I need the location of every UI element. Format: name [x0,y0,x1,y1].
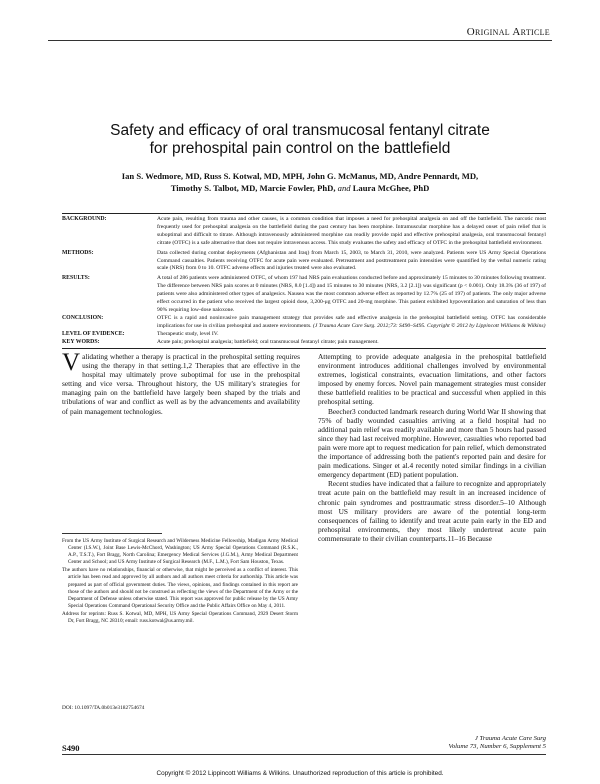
abstract-text: Therapeutic study, level IV. [157,330,219,337]
abstract-label: KEY WORDS: [62,338,100,345]
paragraph-text: alidating whether a therapy is practical in the prehospital setting requires using the therapy in that setting.1,2 Therapies that are effective in the hospital may ultimately prove suboptimal for use in the prehospital setting and vice versa. Throughout history, the US military's strategies for managing pain on the battlefield have largely been shaped by the trials and tribulations of war and conflict as well as by the advancements and availability of pain management technologies. [62,352,300,416]
abstract-text: Acute pain; prehospital analgesia; battlefield; oral transmucosal fentanyl citrate; pain management. [157,338,379,345]
conclusion-text: OTFC is a rapid and noninvasive pain management strategy that provides safe and effective analgesia in the prehospital battlefield setting. OTFC has considerable implications for use in civilian prehospital and austere environments. [157,314,546,329]
page-number: S490 [62,743,80,753]
article-title [40,122,560,158]
footnote-affiliation: From the US Army Institute of Surgical Research and Wilderness Medicine Fellowship, Madigan Army Medical Center (I.S.W.), Joint Base Lewis-McChord, Washington; US Army Special Operations Command (R.S.K., A.P., T.S.T.), Fort Bragg, North Carolina; Emergency Medical Services (J.G.M.), Army Medical Department Center and School; and US Army Institute of Surgical Research (M.F., L.M.), Fort Sam Houston, Texas. [62,538,298,566]
footer-rule [62,754,546,755]
body-paragraph [62,349,300,416]
authors-line-2b: Laura McGhee, PhD [352,183,430,193]
abstract-level [62,331,546,339]
abstract-label: BACKGROUND: [62,216,107,222]
journal-name: J Trauma Acute Care Surg [474,735,546,742]
authors-line-2a: Timothy S. Talbot, MD, Marcie Fowler, PhD, [170,183,336,193]
section-label: Original Article [466,26,550,38]
title-line: for prehospital pain control on the battlefield [149,140,451,158]
authors-and: and [337,183,351,193]
footnote-reprints: Address for reprints: Russ S. Kotwal, MD, MPH, US Army Special Operations Command, 2929 Desert Storm Dr, Fort Bragg, NC 28310; email: russ.kotwal@us.army.mil. [62,610,298,625]
abstract-text: Data collected during combat deployments (Afghanistan and Iraq) from March 15, 2003, to March 31, 2010, were analyzed. Patients were US Army Special Operations Command casualties. Patients receiving OTFC for acute pain were evaluated. Pretreatment and posttreatment pain intensities were quantified by the verbal numeric rating scale (NRS) from 0 to 10. OTFC adverse effects and injuries treated were also evaluated. [157,249,546,272]
abstract-label: LEVEL OF EVIDENCE: [62,330,125,337]
body-paragraph: Attempting to provide adequate analgesia in the prehospital battlefield environment introduces additional challenges involved by environmental extremes, logistical constraints, evacuation limitations, and other factors imposed by enemy forces. Novel pain management strategies must consider these battlefield realities to be practical and successful when applied in this prehospital setting. [318,352,546,407]
copyright-notice: Copyright © 2012 Lippincott Williams & Wilkins. Unauthorized reproduction of this article is prohibited. [156,770,444,777]
footnotes [62,538,298,626]
citation: (J Trauma Acute Care Surg. 2012;73: S490–S495. Copyright © 2012 by Lippincott Williams & Wilkins) [312,322,546,329]
footnote-disclosure: The authors have no relationships, financial or otherwise, that might be perceived as a conflict of interest. This article has been read and approved by all authors and all authors meet criteria for authorship. This article was prepared as part of official government duties. The views, opinions, and findings contained in this report are those of the authors and should not be construed as reflecting the views of the Department of the Army or the Department of Defense unless otherwise stated. This report was approved for public release by the US Army Special Operations Command Operational Security Office and the Public Affairs Office on May 4, 2011. [62,567,298,609]
journal-footer [448,735,546,752]
structured-abstract [62,213,546,349]
drop-cap: V [62,349,81,376]
abstract-methods [62,250,546,274]
journal-volume: Volume 73, Number 6, Supplement 5 [448,743,546,751]
abstract-label: RESULTS: [62,275,90,282]
abstract-keywords [62,339,546,347]
header-rule [48,40,552,41]
body-column-left [62,349,300,416]
footnote-rule [62,533,162,534]
abstract-text [157,315,546,331]
body-paragraph: Recent studies have indicated that a failure to recognize and appropriately treat acute pain on the battlefield may result in an increased incidence of chronic pain syndromes and posttraumatic stress disorder.5–10 Although most US military providers are aware of the potential long-term consequences of failing to identify and treat acute pain early in the ED and prehospital environments, they most likely undertreat acute pain commensurate to their civilian counterparts.11–16 Because [318,479,546,543]
abstract-label: METHODS: [62,249,94,256]
abstract-text: A total of 286 patients were administered OTFC, of whom 197 had NRS pain evaluations conducted before and approximately 15 minutes to 30 minutes following treatment. The difference between NRS pain scores at 0 minutes (NRS, 8.0 [1.4]) and 15 minutes to 30 minutes (NRS, 3.2 [2.1]) was significant (p < 0.001). Only 18.3% (36 of 197) of patients were also administered other types of analgesics. Nausea was the most common adverse effect as reported by 12.7% (25 of 197) of patients. The only major adverse effect occurred in the patient who received the largest opioid dose, 3,200-μg OTFC and 20-mg morphine. This patient exhibited hypoventilation and saturation of less than 90% requiring low-dose naloxone. [157,275,546,313]
abstract-conclusion [62,315,546,331]
body-paragraph: Beecher3 conducted landmark research during World War II showing that 75% of badly wounded casualties arriving at a field hospital had no additional pain relief was readily available and more than 5 hours had passed since they had last received morphine. However, casualties who reported bad pain were more apt to request medication for pain relief, which demonstrated the importance of addressing both the patient's reported pain and desire for pain medications. Singer et al.4 recently noted similar findings in a civilian emergency department (ED) patient population. [318,406,546,480]
abstract-background [62,216,546,248]
doi: DOI: 10.1097/TA.0b013e3182754674 [62,705,145,711]
authors-line-1: Ian S. Wedmore, MD, Russ S. Kotwal, MD, MPH, John G. McManus, MD, Andre Pennardt, MD, [121,171,479,181]
body-column-right [318,352,546,543]
abstract-results [62,275,546,315]
author-list [60,170,540,194]
abstract-text: Acute pain, resulting from trauma and other causes, is a common condition that imposes a need for prehospital analgesia on and off the battlefield. The narcotic most frequently used for prehospital analgesia on the battlefield during the past century has been morphine. Intramuscular morphine has a delayed onset of pain relief that is suboptimal and difficult to titrate. Although intravenously administered morphine can readily provide rapid and effective prehospital analgesia, oral transmucosal fentanyl citrate (OTFC) is a safe alternative that does not require intravenous access. This study evaluates the safety and efficacy of OTFC in the prehospital battlefield environment. [157,216,546,246]
title-line: Safety and efficacy of oral transmucosal fentanyl citrate [110,122,490,140]
abstract-label: CONCLUSION: [62,314,104,321]
